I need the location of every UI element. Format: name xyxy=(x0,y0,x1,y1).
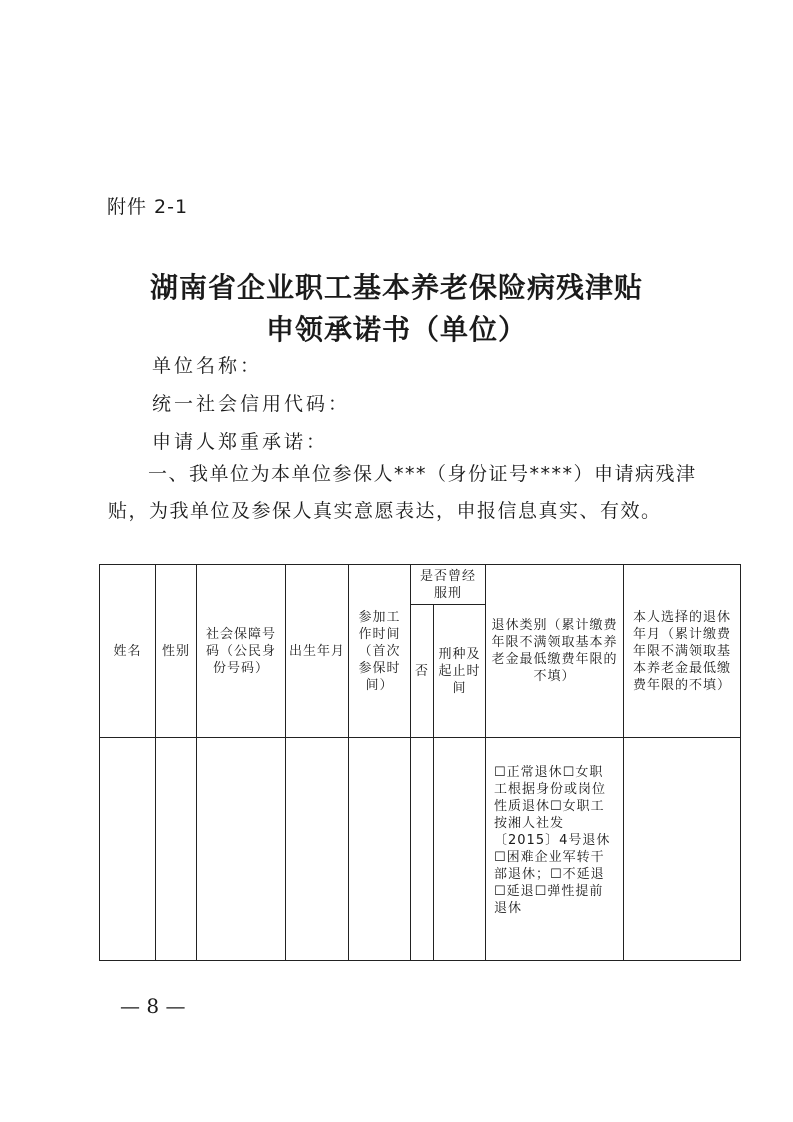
header-retire-type: 退休类别（累计缴费年限不满领取基本养老金最低缴费年限的不填） xyxy=(486,565,624,738)
cell-name xyxy=(100,738,156,961)
applicant-table xyxy=(99,564,741,961)
attachment-label: 附件 2-1 xyxy=(107,196,189,218)
header-work-start: 参加工作时间（首次参保时间） xyxy=(349,565,411,738)
cell-work-start xyxy=(349,738,411,961)
cell-sentence-detail xyxy=(434,738,486,961)
header-ssn: 社会保障号码（公民身份号码） xyxy=(197,565,286,738)
cell-ssn xyxy=(197,738,286,961)
cell-retire-date xyxy=(624,738,741,961)
document-subtitle: 申领承诺书（单位） xyxy=(265,313,527,346)
header-name: 姓名 xyxy=(100,565,156,738)
header-no: 否 xyxy=(411,605,434,738)
header-sentenced: 是否曾经服刑 xyxy=(411,565,486,605)
header-sentence-detail: 刑种及起止时间 xyxy=(434,605,486,738)
unit-name-field: 单位名称： xyxy=(152,355,263,377)
header-gender: 性别 xyxy=(156,565,197,738)
header-birth: 出生年月 xyxy=(286,565,349,738)
page-number: — 8 — xyxy=(120,994,186,1018)
cell-no xyxy=(411,738,434,961)
declaration-lead: 申请人郑重承诺： xyxy=(152,431,329,453)
commitment-paragraph: 一、我单位为本单位参保人***（身份证号****）申请病残津贴，为我单位及参保人真实意愿表达，申报信息真实、有效。 xyxy=(108,463,697,522)
cell-birth xyxy=(286,738,349,961)
header-retire-date: 本人选择的退休年月（累计缴费年限不满领取基本养老金最低缴费年限的不填） xyxy=(624,565,741,738)
credit-code-field: 统一社会信用代码： xyxy=(152,393,351,415)
retire-options: ☐正常退休☐女职工根据身份或岗位性质退休☐女职工按湘人社发〔2015〕4号退休☐困难企业军转干部退休；☐不延退☐延退☐弹性提前退休 xyxy=(486,738,624,961)
document-title: 湖南省企业职工基本养老保险病残津贴 xyxy=(149,271,643,304)
cell-gender xyxy=(156,738,197,961)
